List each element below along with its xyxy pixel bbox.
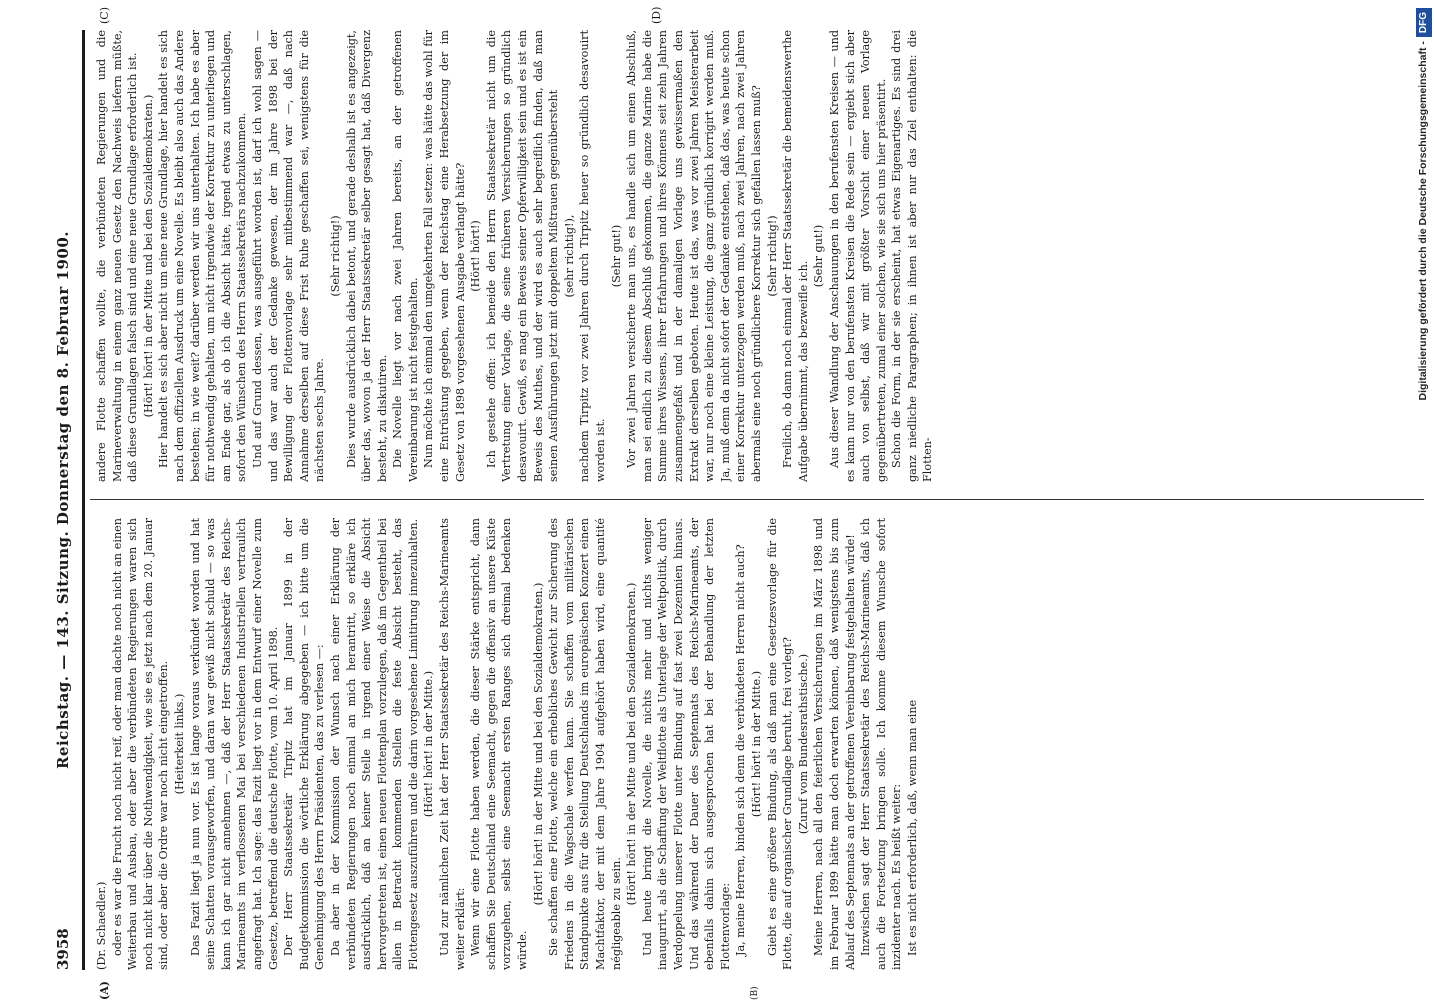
paragraph: Freilich, ob dann noch einmal der Herr Staatssekretär die bemeidenswerthe Aufgabe übernimmt, das bezweifle ich. bbox=[781, 30, 810, 482]
margin-mark-c: (C) bbox=[98, 7, 111, 24]
paragraph: nachdem Tirpitz vor zwei Jahren durch Tirpitz heuer so gründlich desavouirt worden ist. bbox=[578, 30, 607, 482]
interjection: (Sehr gut!) bbox=[812, 224, 826, 288]
paragraph: Sie schaffen eine Flotte, welche ein erhebliches Gewicht zur Sicherung des Friedens in die Wagschale werfen kann. Sie schaffen vom militärischen Standpunkte aus für die Stellung Deutschlands im europäischen Konzert einen Machtfaktor, der mit dem Jahre 1904 aufgehört haben wird, eine quantité négligeable zu sein. bbox=[547, 518, 623, 970]
margin-mark-a: (A) bbox=[98, 981, 111, 1000]
paragraph: Giebt es eine größere Bindung, als daß man eine Gesetzesvorlage für die Flotte, die auf organischer Grundlage beruht, frei vorlegt? bbox=[765, 518, 795, 970]
paragraph: Ich gestehe offen: ich beneide den Herrn Staatssekretär nicht um die Vertretung einer Vorlage, die seine früheren Versicherungen so gründlich desavouirt. Gewiß, es mag ein Beweis seiner Opferwilligkeit sein und es ist ein Beweis des Muthes, und der wird es auch sehr begreiflich finden, daß man seinen Ausführungen jetzt mit doppeltem Mißtrauen gegenübersteht bbox=[484, 30, 561, 482]
margin-mark-d: (D) bbox=[650, 6, 663, 24]
paragraph: Und zur nämlichen Zeit hat der Herr Staatssekretär des Reichs-Marineamts weiter erklärt: bbox=[438, 518, 467, 970]
credit-text: Digitalisierung gefördert durch die Deutsche Forschungsgemeinschaft - bbox=[1417, 41, 1429, 401]
header-rule bbox=[82, 30, 85, 970]
interjection: (Hört! hört! in der Mitte und bei den Sozialdemokraten.) bbox=[141, 94, 155, 418]
paragraph: Da aber in der Kommission der Wunsch nach einer Erklärung der verbündeten Regierungen noch einmal an mich herantritt, so erkläre ich ausdrücklich, daß an keiner Stelle in irgend einer Weise die Absicht hervorgetreten ist, einen neuen Flottenplan vorzulegen, daß im Gegentheil bei allen in Betracht kommenden Stellen die feste Absicht besteht, das Flottengesetz auszuführen und die darin vorgesehene Limitirung innezuhalten. bbox=[328, 518, 420, 970]
paragraph: Nun möchte ich einmal den umgekehrten Fall setzen: was hätte das wohl für eine Entrüstung gegeben, wenn der Reichstag eine Herabsetzung der im Gesetz von 1898 vorgesehenen Ausgabe verlangt hätte? bbox=[422, 30, 467, 482]
interjection: (Zuruf vom Bundesrathstische.) bbox=[796, 653, 810, 835]
page-header bbox=[50, 30, 80, 970]
paragraph: oder es war die Frucht noch nicht reif, oder man dachte noch nicht an einen Weiterbau und Ausbau, oder aber die verbündeten Regierungen waren sich noch nicht klar über die Nothwendigkeit, wie sie es jetzt nach dem 20. Januar sind, oder aber die Ordre war noch nicht eingetroffen. bbox=[110, 518, 171, 970]
interjection: (Sehr richtig!) bbox=[765, 215, 779, 297]
running-title: Reichstag. — 143. Sitzung. Donnerstag den 8. Februar 1900. bbox=[54, 230, 72, 770]
interjection: (Hört! hört!) bbox=[469, 220, 483, 292]
paragraph: Schon die Form, in der sie erscheint, hat etwas Eigenartiges. Es sind drei ganz niedliche Paragraphen; in ihnen ist aber nur das Ziel enthalten: die Flotten- bbox=[890, 30, 935, 482]
interjection: (Hört! hört! in der Mitte und bei den Sozialdemokraten.) bbox=[531, 582, 545, 906]
column-divider bbox=[90, 499, 1424, 500]
paragraph: Ja, meine Herren, binden sich denn die verbündeten Herren nicht auch? bbox=[734, 544, 748, 956]
paragraph: Inzwischen sagt der Herr Staatssekretär des Reichs-Marineamts, daß ich auch die Fortsetzung bringen solle. Ich komme diesem Wunsche sofort inzidenter nach. Es heißt weiter: bbox=[859, 518, 904, 970]
paragraph: Die Novelle liegt vor nach zwei Jahren bereits, an der getroffenen Vereinbarung ist nicht festgehalten. bbox=[391, 30, 420, 482]
margin-mark-b: (B) bbox=[750, 986, 760, 1000]
digitization-credit bbox=[1415, 8, 1431, 992]
interjection: (Sehr gut!) bbox=[609, 224, 623, 288]
paragraph: andere Flotte schaffen wollte, die verbündeten Regierungen und die Marineverwaltung in einem ganz neuen Gesetz den Nachweis liefern müßte, daß diese Grundlagen falsch sind und eine neue Grundlage erforderlich ist. bbox=[95, 30, 140, 482]
interjection: (Heiterkeit links.) bbox=[172, 693, 186, 795]
interjection: (Hört! hört! in der Mitte.) bbox=[749, 670, 763, 818]
paragraph: Hier handelt es sich aber nicht um eine neue Grundlage, hier handelt es sich nach dem offiziellen Ausdruck um eine Novelle. Es bleibt also auch das Andere bestehen; in wie weit? darüber werden wir uns unterhalten. Ich habe es aber für nothwendig gehalten, um nicht irgendwie der Korrektur zu unterliegen und am Ende gar, als ob ich die Absicht hätte, irgend etwas zu unterschlagen, sofort den Wünschen des Herrn Staatssekretärs nachzukommen. bbox=[157, 30, 249, 482]
paragraph: Und heute bringt die Novelle, die nichts mehr und nichts weniger inaugurirt, als die Schaffung der Weltflotte als Unterlage der Weltpolitik, durch Verdoppelung unserer Flotte unter Bindung auf fast zwei Dezennien hinaus. Und das während der Dauer des Septennats des Reichs-Marineamts, der ebenfalls dahin sich ausgesprochen hat bei der Behandlung der letzten Flottenvorlage: bbox=[640, 518, 732, 970]
speaker-label: (Dr. Schaedler.) bbox=[95, 881, 108, 970]
interjection: (Sehr richtig!) bbox=[328, 215, 342, 297]
paragraph: Meine Herren, nach all den feierlichen Versicherungen im März 1898 und im Februar 1899 hätte man doch erwarten können, daß wenigstens bis zum Ablauf des Septennats an der getroffenen Vereinbarung festgehalten würde! bbox=[812, 518, 857, 970]
interjection: (Hört! hört! in der Mitte.) bbox=[422, 670, 436, 818]
paragraph: Wenn wir eine Flotte haben werden, die dieser Stärke entspricht, dann schaffen Sie Deutschland eine Seemacht, gegen die offensiv an unsere Küste vorzugehen, selbst eine Seemacht ersten Ranges sich dreimal bedenken würde. bbox=[469, 518, 530, 970]
paragraph: Aus dieser Wandlung der Anschauungen in den berufensten Kreisen — und es kann nur von den berufensten Kreisen die Rede sein — ergiebt sich aber auch von selbst, daß wir mit größter Vorsicht einer neuen Vorlage gegenübertreten, zumal einer solchen, wie sie sich uns hier präsentirt. bbox=[827, 30, 888, 482]
interjection: (sehr richtig!), bbox=[562, 214, 576, 298]
interjection: (Hört! hört! in der Mitte und bei den Sozialdemokraten.) bbox=[625, 582, 639, 906]
paragraph: Das Fazit liegt ja nun vor. Es ist lange voraus verkündet worden und hat seine Schatten vorausgeworfen, und daran war gewiß nicht schuld — so was kann ich gar nicht annehmen —, daß der Herr Staatssekretär des Reichs-Marineamts im verflossenen Mai bei verschiedenen Industriellen vertraulich angefragt hat. Ich sage: das Fazit liegt vor in dem Entwurf einer Novelle zum Gesetze, betreffend die deutsche Flotte, vom 10. April 1898. bbox=[188, 518, 280, 970]
left-column bbox=[94, 518, 1424, 970]
paragraph: Und auf Grund dessen, was ausgeführt worden ist, darf ich wohl sagen — und das war auch der Gedanke gewesen, der im Jahre 1898 bei der Bewilligung der Flottenvorlage sehr mitbestimmend war —, daß nach Annahme derselben auf diese Frist Ruhe geschaffen sei, wenigstens für die nächsten sechs Jahre. bbox=[250, 30, 327, 482]
page-number: 3958 bbox=[54, 928, 72, 970]
paragraph: Der Herr Staatssekretär Tirpitz hat im Januar 1899 in der Budgetkommission die wörtliche Erklärung abgegeben — ich bitte um die Genehmigung des Herrn Präsidenten, das zu verlesen —: bbox=[282, 518, 327, 970]
paragraph: Ist es nicht erforderlich, daß, wenn man eine bbox=[905, 699, 919, 956]
dfg-logo: DFG bbox=[1416, 8, 1432, 37]
paragraph: Vor zwei Jahren versicherte man uns, es handle sich um einen Abschluß, man sei endlich zu diesem Abschluß gekommen, die ganze Marine habe die Summe ihres Wissens, ihrer Erfahrungen und ihres Könnens seit zehn Jahren zusammengefaßt und in der damaligen Vorlage uns gewissermaßen den Extrakt derselben geboten. Heute ist das, was vor zwei Jahren Meisterarbeit war, nur noch eine kleine Leistung, die ganz gründlich korrigirt werden muß. Ja, muß denn da nicht sofort der Gedanke entstehen, daß das, was heute schon einer Korrektur unterzogen werden muß, nach zwei Jahren, nach zwei Jahren abermals eine noch gründlichere Korrektur sich gefallen lassen muß? bbox=[625, 30, 763, 482]
paragraph: Dies wurde ausdrücklich dabei betont, und gerade deshalb ist es angezeigt, über das, wovon ja der Herr Staatssekretär selber gesagt hat, daß Divergenz besteht, zu diskutiren. bbox=[344, 30, 389, 482]
right-column bbox=[94, 30, 1424, 482]
